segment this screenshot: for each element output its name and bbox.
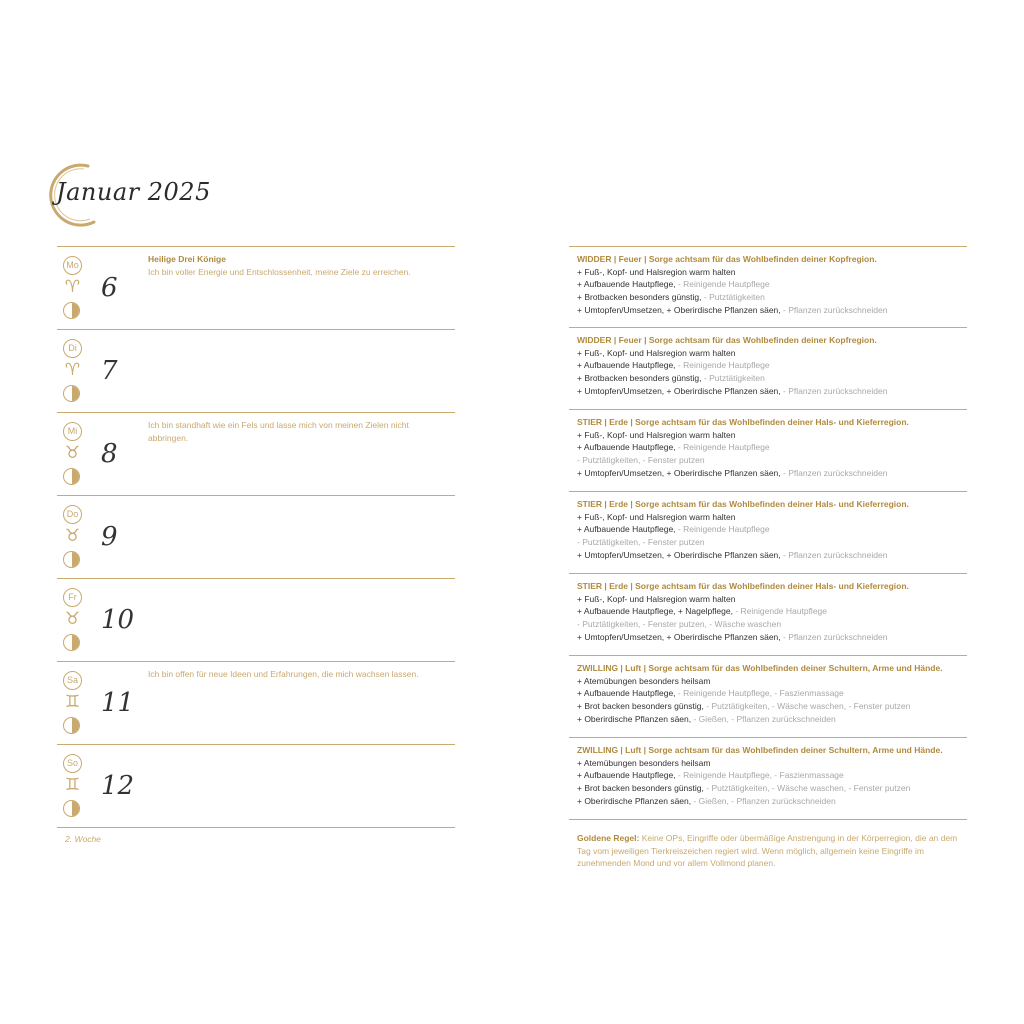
advice-line [577,757,967,770]
advice-positive: + Umtopfen/Umsetzen, + Oberirdische Pflanzen säen, [577,385,783,396]
advice-positive: + Fuß-, Kopf- und Halsregion warm halten [577,266,736,277]
day-note [148,419,448,444]
weekday-badge: Sa [63,671,82,690]
advice-line [577,441,967,454]
zodiac-headline: ZWILLING | Luft | Sorge achtsam für das Wohlbefinden deiner Schultern, Arme und Hände. [577,663,943,673]
advice-line [577,782,967,795]
advice-negative: - Putztätigkeiten, - Wäsche waschen, - Fenster putzen [706,701,911,712]
zodiac-headline: STIER | Erde | Sorge achtsam für das Wohlbefinden deiner Hals- und Kieferregion. [577,417,909,427]
advice-negative: - Putztätigkeiten, - Wäsche waschen, - Fenster putzen [706,783,911,794]
advice-line [577,304,967,317]
advice-line [577,700,967,713]
day-row [57,413,455,496]
advice-negative: - Pflanzen zurückschneiden [783,631,888,642]
advice-line [577,266,967,279]
day-row [57,579,455,662]
half-moon-icon [63,800,80,817]
advice-line [577,795,967,808]
weekday-badge: Fr [63,588,82,607]
half-moon-icon [63,468,80,485]
month-header [36,160,236,230]
advice-negative: - Putztätigkeiten, - Fenster putzen [577,537,705,548]
astro-info-row [569,410,967,492]
astro-info-row [569,738,967,820]
advice-line [577,429,967,442]
advice-positive: + Atemübungen besonders heilsam [577,757,711,768]
advice-positive: + Fuß-, Kopf- und Halsregion warm halten [577,429,736,440]
half-moon-icon [63,717,80,734]
affirmation-text: Ich bin voller Energie und Entschlossenheit, meine Ziele zu erreichen. [148,266,411,277]
advice-positive: + Umtopfen/Umsetzen, + Oberirdische Pflanzen säen, [577,631,783,642]
advice-positive: + Brot backen besonders günstig, [577,701,707,712]
zodiac-headline: WIDDER | Feuer | Sorge achtsam für das Wohlbefinden deiner Kopfregion. [577,254,877,264]
golden-rule [577,832,965,870]
advice-line [577,675,967,688]
day-note [148,668,448,681]
advice-negative: - Gießen, - Pflanzen zurückschneiden [693,713,836,724]
affirmation-text: Ich bin standhaft wie ein Fels und lasse mich von meinen Zielen nicht abbringen. [148,420,409,443]
advice-line [577,618,967,631]
advice-line [577,467,967,480]
advice-negative: - Reinigende Hautpflege [677,360,770,371]
day-number: 12 [101,771,135,801]
astro-info-row [569,492,967,574]
advice-negative: - Pflanzen zurückschneiden [783,304,888,315]
astro-info-row [569,328,967,410]
affirmation-text: Ich bin offen für neue Ideen und Erfahrungen, die mich wachsen lassen. [148,669,419,679]
zodiac-headline: ZWILLING | Luft | Sorge achtsam für das Wohlbefinden deiner Schultern, Arme und Hände. [577,745,943,755]
advice-positive: + Aufbauende Hautpflege, [577,770,678,781]
half-moon-icon [63,302,80,319]
astro-info-list [569,246,967,820]
advice-line [577,713,967,726]
astro-info-row [569,574,967,656]
advice-positive: + Umtopfen/Umsetzen, + Oberirdische Pflanzen säen, [577,467,783,478]
weekday-badge: Di [63,339,82,358]
aries-icon: ♈ [64,360,81,380]
advice-positive: + Aufbauende Hautpflege, [577,524,678,535]
advice-positive: + Aufbauende Hautpflege, + Nagelpflege, [577,606,736,617]
advice-line [577,347,967,360]
golden-rule-text: Keine OPs, Eingriffe oder übermäßige Anstrengung in der Körperregion, die an dem Tag vom jeweiligen Tierkreiszeichen regiert wird. Wenn möglich, allgemein keine Eingriffe im zunehmenden Mond und vor allem Vollmond planen. [577,833,958,868]
aries-icon: ♈ [64,277,81,297]
advice-positive: + Fuß-, Kopf- und Halsregion warm halten [577,593,736,604]
advice-positive: + Aufbauende Hautpflege, [577,360,678,371]
advice-negative: - Gießen, - Pflanzen zurückschneiden [693,795,836,806]
half-moon-icon [63,551,80,568]
advice-line [577,454,967,467]
holiday-name: Heilige Drei Könige [148,254,226,264]
advice-negative: - Reinigende Hautpflege [677,524,770,535]
day-list [57,246,455,828]
day-number: 7 [101,356,118,386]
advice-negative: - Reinigende Hautpflege [677,442,770,453]
advice-line [577,511,967,524]
day-number: 11 [101,688,135,718]
advice-line [577,593,967,606]
advice-line [577,278,967,291]
advice-negative: - Putztätigkeiten [703,292,765,303]
advice-negative: - Putztätigkeiten, - Fenster putzen [577,455,705,466]
advice-negative: - Pflanzen zurückschneiden [783,385,888,396]
advice-negative: - Reinigende Hautpflege [677,279,770,290]
advice-negative: - Reinigende Hautpflege, - Faszienmassage [677,688,844,699]
advice-positive: + Brot backen besonders günstig, [577,783,707,794]
day-number: 8 [101,439,118,469]
advice-positive: + Fuß-, Kopf- und Halsregion warm halten [577,347,736,358]
weekday-badge: Mo [63,256,82,275]
astro-info-row [569,656,967,738]
advice-positive: + Umtopfen/Umsetzen, + Oberirdische Pflanzen säen, [577,549,783,560]
advice-line [577,359,967,372]
advice-positive: + Atemübungen besonders heilsam [577,675,711,686]
taurus-icon: ♉ [64,526,81,546]
advice-positive: + Aufbauende Hautpflege, [577,688,678,699]
advice-positive: + Umtopfen/Umsetzen, + Oberirdische Pflanzen säen, [577,304,783,315]
gemini-icon: ♊ [64,775,81,795]
advice-line [577,549,967,562]
advice-positive: + Aufbauende Hautpflege, [577,442,678,453]
weekday-badge: Mi [63,422,82,441]
advice-negative: - Reinigende Hautpflege, - Faszienmassage [677,770,844,781]
taurus-icon: ♉ [64,443,81,463]
day-row [57,496,455,579]
advice-negative: - Pflanzen zurückschneiden [783,467,888,478]
advice-positive: + Fuß-, Kopf- und Halsregion warm halten [577,511,736,522]
advice-negative: - Reinigende Hautpflege [735,606,828,617]
advice-positive: + Oberirdische Pflanzen säen, [577,795,694,806]
advice-negative: - Putztätigkeiten [703,373,765,384]
advice-line [577,523,967,536]
zodiac-headline: STIER | Erde | Sorge achtsam für das Wohlbefinden deiner Hals- und Kieferregion. [577,581,909,591]
day-number: 6 [101,273,118,303]
advice-line [577,631,967,644]
weekday-badge: Do [63,505,82,524]
advice-line [577,385,967,398]
advice-line [577,769,967,782]
zodiac-headline: STIER | Erde | Sorge achtsam für das Wohlbefinden deiner Hals- und Kieferregion. [577,499,909,509]
astro-info-row [569,246,967,328]
advice-positive: + Oberirdische Pflanzen säen, [577,713,694,724]
day-row [57,330,455,413]
advice-line [577,687,967,700]
half-moon-icon [63,634,80,651]
day-number: 9 [101,522,118,552]
golden-rule-label: Goldene Regel: [577,833,640,843]
advice-positive: + Aufbauende Hautpflege, [577,279,678,290]
taurus-icon: ♉ [64,609,81,629]
day-note [148,253,448,278]
advice-line [577,536,967,549]
half-moon-icon [63,385,80,402]
advice-negative: - Pflanzen zurückschneiden [783,549,888,560]
advice-positive: + Brotbacken besonders günstig, [577,373,704,384]
day-number: 10 [101,605,135,635]
day-row [57,745,455,828]
month-title: Januar 2025 [56,178,211,206]
gemini-icon: ♊ [64,692,81,712]
advice-positive: + Brotbacken besonders günstig, [577,292,704,303]
week-label: 2. Woche [65,834,101,844]
advice-line [577,291,967,304]
zodiac-headline: WIDDER | Feuer | Sorge achtsam für das Wohlbefinden deiner Kopfregion. [577,335,877,345]
day-row [57,662,455,745]
advice-negative: - Putztätigkeiten, - Fenster putzen, - Wäsche waschen [577,619,782,630]
weekday-badge: So [63,754,82,773]
advice-line [577,372,967,385]
day-row [57,246,455,330]
advice-line [577,605,967,618]
